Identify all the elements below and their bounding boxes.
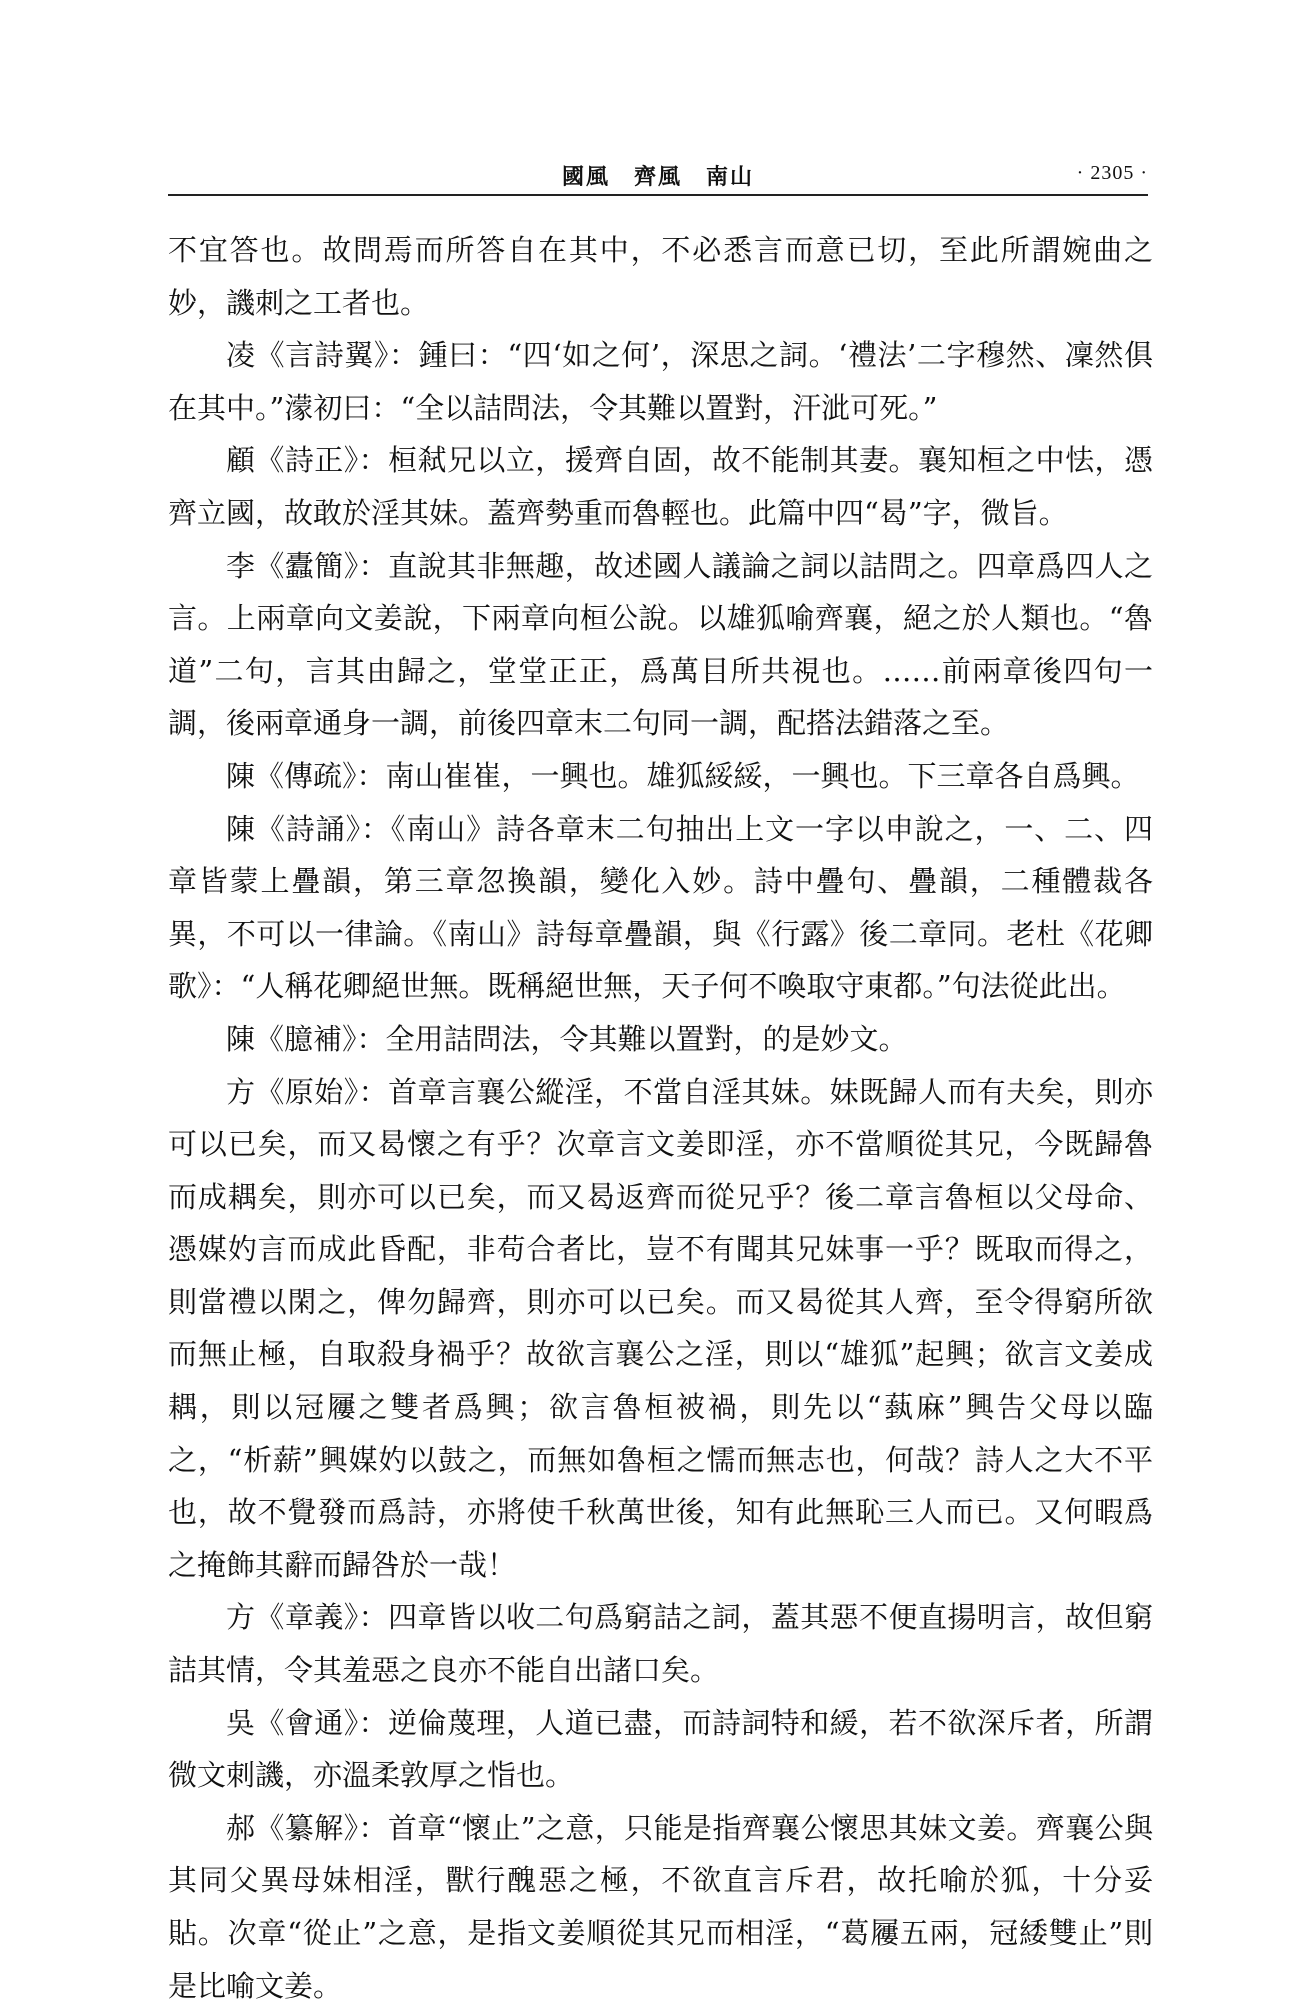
- header-rule: [168, 194, 1148, 196]
- paragraph-gu-shizheng: 顧《詩正》：桓弒兄以立，援齊自固，故不能制其妻。襄知桓之中怯，憑齊立國，故敢於淫其妹。蓋齊勢重而魯輕也。此篇中四“曷”字，微旨。: [168, 443, 1153, 530]
- paragraph-chen-shisong: 陳《詩誦》：《南山》詩各章末二句抽出上文一字以申說之，一、二、四章皆蒙上疊韻，第三章忽換韻，變化入妙。詩中疊句、疊韻，二種體裁各異，不可以一律論。《南山》詩每章疊韻，與《行露》後二章同。老杜《花卿歌》：“人稱花卿絕世無。既稱絕世無，天子何不喚取守東都。”句法從此出。: [168, 811, 1153, 1004]
- body-text: [168, 224, 1153, 2012]
- paragraph-chen-yibu: 陳《臆補》：全用詰問法，令其難以置對，的是妙文。: [226, 1021, 908, 1056]
- running-title: 國風 齊風 南山: [561, 164, 754, 190]
- running-header: [168, 158, 1148, 188]
- paragraph-wu-huitong: 吳《會通》：逆倫蔑理，人道已盡，而詩詞特和緩，若不欲深斥者，所謂微文刺譏，亦溫柔敦厚之恉也。: [168, 1705, 1153, 1793]
- paragraph-fang-zhangyi: 方《章義》：四章皆以收二句爲窮詰之詞，蓋其惡不便直揚明言，故但窮詰其情，令其羞惡之良亦不能自出諸口矣。: [168, 1600, 1153, 1688]
- paragraph-li-dujian: 李《蠹簡》：直說其非無趣，故述國人議論之詞以詰問之。四章爲四人之言。上兩章向文姜說，下兩章向桓公說。以雄狐喻齊襄，絕之於人類也。“魯道”二句，言其由歸之，堂堂正正，爲萬目所共視也。……前兩章後四句一調，後兩章通身一調，前後四章末二句同一調，配搭法錯落之至。: [168, 548, 1153, 741]
- paragraph-chen-zhuanshu: 陳《傳疏》：南山崔崔，一興也。雄狐綏綏，一興也。下三章各自爲興。: [226, 758, 1140, 793]
- paragraph-fang-yuanshi: 方《原始》：首章言襄公縱淫，不當自淫其妹。妹既歸人而有夫矣，則亦可以已矣，而又曷懷之有乎？次章言文姜即淫，亦不當順從其兄，今既歸魯而成耦矣，則亦可以已矣，而又曷返齊而從兄乎？後二章言魯桓以父母命、憑媒妁言而成此昏配，非苟合者比，豈不有聞其兄妹事一乎？既取而得之，則當禮以閑之，俾勿歸齊，則亦可以已矣。而又曷從其人齊，至令得窮所欲而無止極，自取殺身禍乎？故欲言襄公之淫，則以“雄狐”起興；欲言文姜成耦，則以冠屨之雙者爲興；欲言魯桓被禍，則先以“蓺麻”興告父母以臨之，“析薪”興媒妁以鼓之，而無如魯桓之懦而無志也，何哉？詩人之大不平也，故不覺發而爲詩，亦將使千秋萬世後，知有此無恥三人而已。又何暇爲之掩飾其辭而歸咎於一哉！: [168, 1074, 1153, 1582]
- paragraph-ling-yanshiyi: 凌《言詩翼》：鍾曰：“四‘如之何’，深思之詞。‘禮法’二字穆然、凜然俱在其中。”濛初曰：“全以詰問法，令其難以置對，汗泚可死。”: [168, 338, 1153, 425]
- paragraph-hao-zuanjie: 郝《纂解》：首章“懷止”之意，只能是指齊襄公懷思其妹文姜。齊襄公與其同父異母妹相淫，獸行醜惡之極，不欲直言斥君，故托喻於狐，十分妥貼。次章“從止”之意，是指文姜順從其兄而相淫，“葛屨五兩，冠緌雙止”則是比喻文姜。: [168, 1810, 1153, 2003]
- paragraph-continuation: 不宜答也。故問焉而所答自在其中，不必悉言而意已切，至此所謂婉曲之妙，譏刺之工者也。: [168, 233, 1153, 320]
- page-number: · 2305 ·: [1076, 162, 1148, 184]
